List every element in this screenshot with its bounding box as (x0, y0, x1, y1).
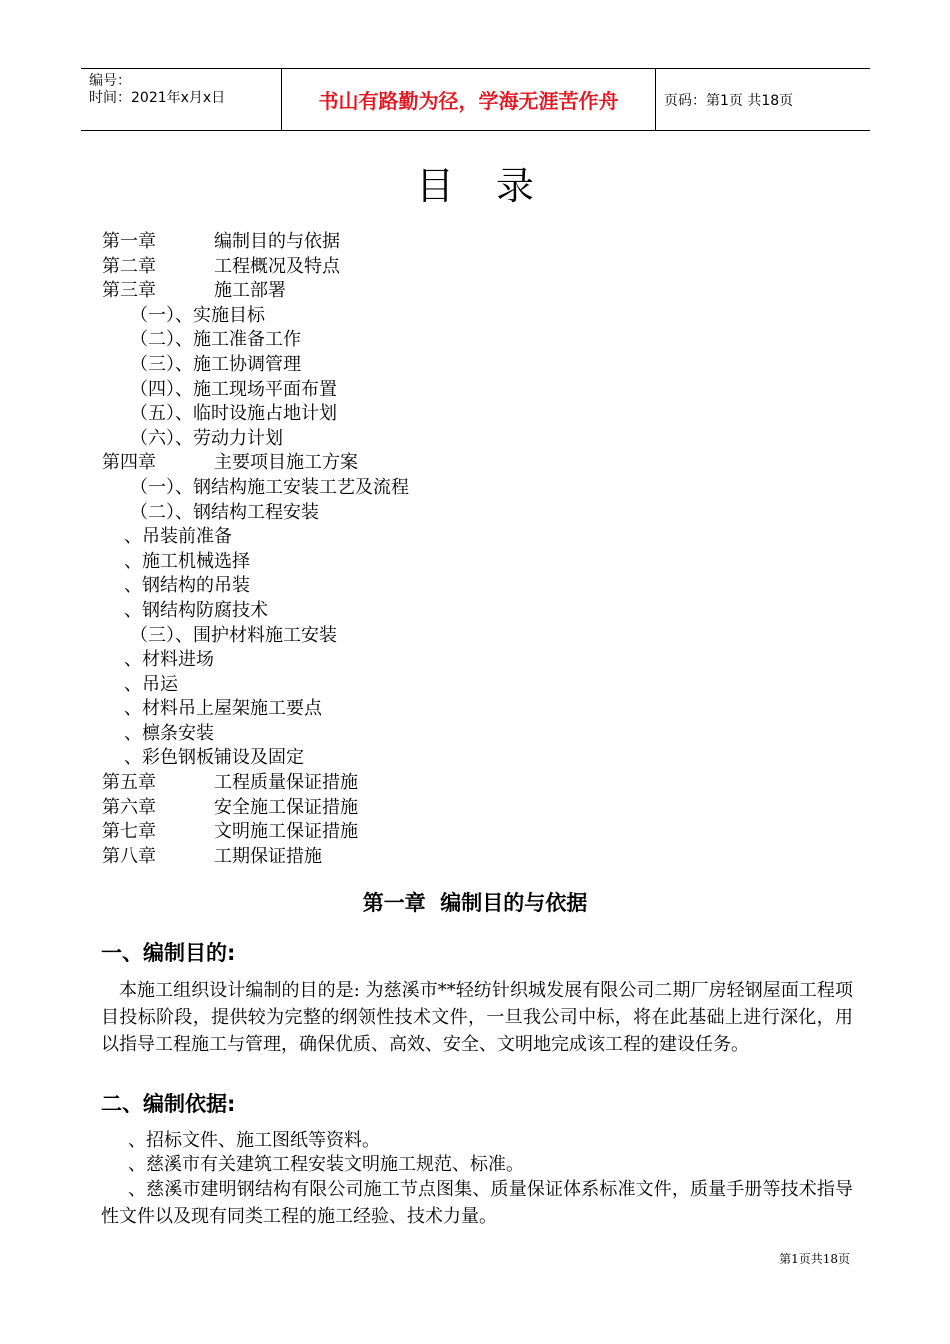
toc-chapter-label: 第二章 (102, 255, 156, 277)
basis-item-3 (101, 1176, 853, 1230)
toc-entry (102, 771, 862, 796)
toc-entry-text: （二）、施工准备工作 (130, 329, 301, 351)
toc-entry (102, 599, 862, 624)
basis-item-2: 、慈溪市有关建筑工程安装文明施工规范、标准。 (128, 1154, 524, 1175)
toc-entry (102, 501, 862, 526)
toc-entry-text: 施工部署 (214, 280, 286, 302)
toc-entry (102, 476, 862, 501)
page-header (81, 68, 870, 131)
toc-list (102, 230, 862, 869)
toc-entry (102, 746, 862, 771)
toc-entry (102, 451, 862, 476)
header-motto: 书山有路勤为径，学海无涯苦作舟 (281, 69, 656, 130)
toc-entry (102, 328, 862, 353)
time-label: 时间：2021年x月x日 (89, 90, 226, 106)
purpose-paragraph: 本施工组织设计编制的目的是: 为慈溪市**轻纺针织城发展有限公司二期厂房轻钢屋面工程项目投标阶段，提供较为完整的纲领性技术文件，一旦我公司中标，将在此基础上进行深化，用以指导工程施工与管理，确保优质、高效、安全、文明地完成该工程的建设任务。 (101, 980, 853, 1055)
toc-entry (102, 673, 862, 698)
toc-entry (102, 697, 862, 722)
toc-entry (102, 402, 862, 427)
toc-entry (102, 820, 862, 845)
toc-chapter-label: 第三章 (102, 280, 156, 302)
toc-entry-text: 、钢结构的吊装 (124, 575, 250, 597)
section-heading-basis: 二、编制依据: (101, 1092, 236, 1116)
toc-entry (102, 722, 862, 747)
toc-entry-text: （三）、围护材料施工安装 (130, 624, 337, 646)
toc-chapter-label: 第五章 (102, 772, 156, 794)
toc-entry-text: 主要项目施工方案 (214, 452, 358, 474)
toc-entry (102, 648, 862, 673)
serial-label: 编号： (89, 73, 131, 89)
toc-entry (102, 624, 862, 649)
toc-entry (102, 378, 862, 403)
toc-entry (102, 353, 862, 378)
toc-chapter-label: 第四章 (102, 452, 156, 474)
toc-entry-text: 、檩条安装 (124, 722, 214, 744)
toc-chapter-label: 第一章 (102, 231, 156, 252)
toc-entry (102, 550, 862, 575)
toc-entry (102, 427, 862, 452)
toc-entry-text: 、材料进场 (124, 649, 214, 671)
toc-entry (102, 525, 862, 550)
toc-entry-text: 编制目的与依据 (214, 231, 340, 252)
toc-entry-text: （一）、钢结构施工安装工艺及流程 (130, 476, 409, 498)
toc-entry-text: 文明施工保证措施 (214, 821, 358, 843)
toc-entry (102, 796, 862, 821)
toc-entry-text: （四）、施工现场平面布置 (130, 378, 337, 400)
header-meta (81, 69, 281, 130)
toc-entry-text: （一）、实施目标 (130, 304, 265, 326)
header-page-info: 页码：第1页 共18页 (664, 92, 794, 109)
chapter-title: 第一章 编制目的与依据 (362, 891, 588, 915)
toc-entry (102, 574, 862, 599)
toc-entry (102, 230, 862, 255)
toc-chapter-label: 第八章 (102, 845, 156, 867)
basis-item-1: 、招标文件、施工图纸等资料。 (128, 1130, 380, 1151)
toc-entry-text: 、施工机械选择 (124, 550, 250, 572)
toc-entry (102, 255, 862, 280)
section-heading-purpose: 一、编制目的: (101, 941, 236, 965)
toc-title: 目录 (415, 164, 576, 208)
toc-entry (102, 279, 862, 304)
toc-chapter-label: 第六章 (102, 796, 156, 818)
toc-entry-text: 、吊装前准备 (124, 526, 232, 548)
toc-entry-text: （二）、钢结构工程安装 (130, 501, 319, 523)
basis-item-3-text: 、慈溪市建明钢结构有限公司施工节点图集、质量保证体系标准文件，质量手册等技术指导性文件以及现有同类工程的施工经验、技术力量。 (101, 1179, 853, 1227)
toc-entry-text: 、钢结构防腐技术 (124, 599, 268, 621)
toc-entry-text: 工程质量保证措施 (214, 772, 358, 794)
toc-entry (102, 304, 862, 329)
toc-entry-text: 安全施工保证措施 (214, 796, 358, 818)
toc-entry-text: 、吊运 (124, 673, 178, 695)
toc-entry-text: 工期保证措施 (214, 845, 322, 867)
toc-entry-text: （五）、临时设施占地计划 (130, 403, 337, 425)
toc-entry-text: 、材料吊上屋架施工要点 (124, 698, 322, 720)
toc-entry-text: （六）、劳动力计划 (130, 427, 283, 449)
toc-entry-text: （三）、施工协调管理 (130, 353, 301, 375)
toc-entry-text: 、彩色钢板铺设及固定 (124, 747, 304, 769)
toc-entry-text: 工程概况及特点 (214, 255, 340, 277)
toc-entry (102, 845, 862, 870)
toc-chapter-label: 第七章 (102, 821, 156, 843)
page-footer: 第1页共18页 (779, 1252, 850, 1266)
